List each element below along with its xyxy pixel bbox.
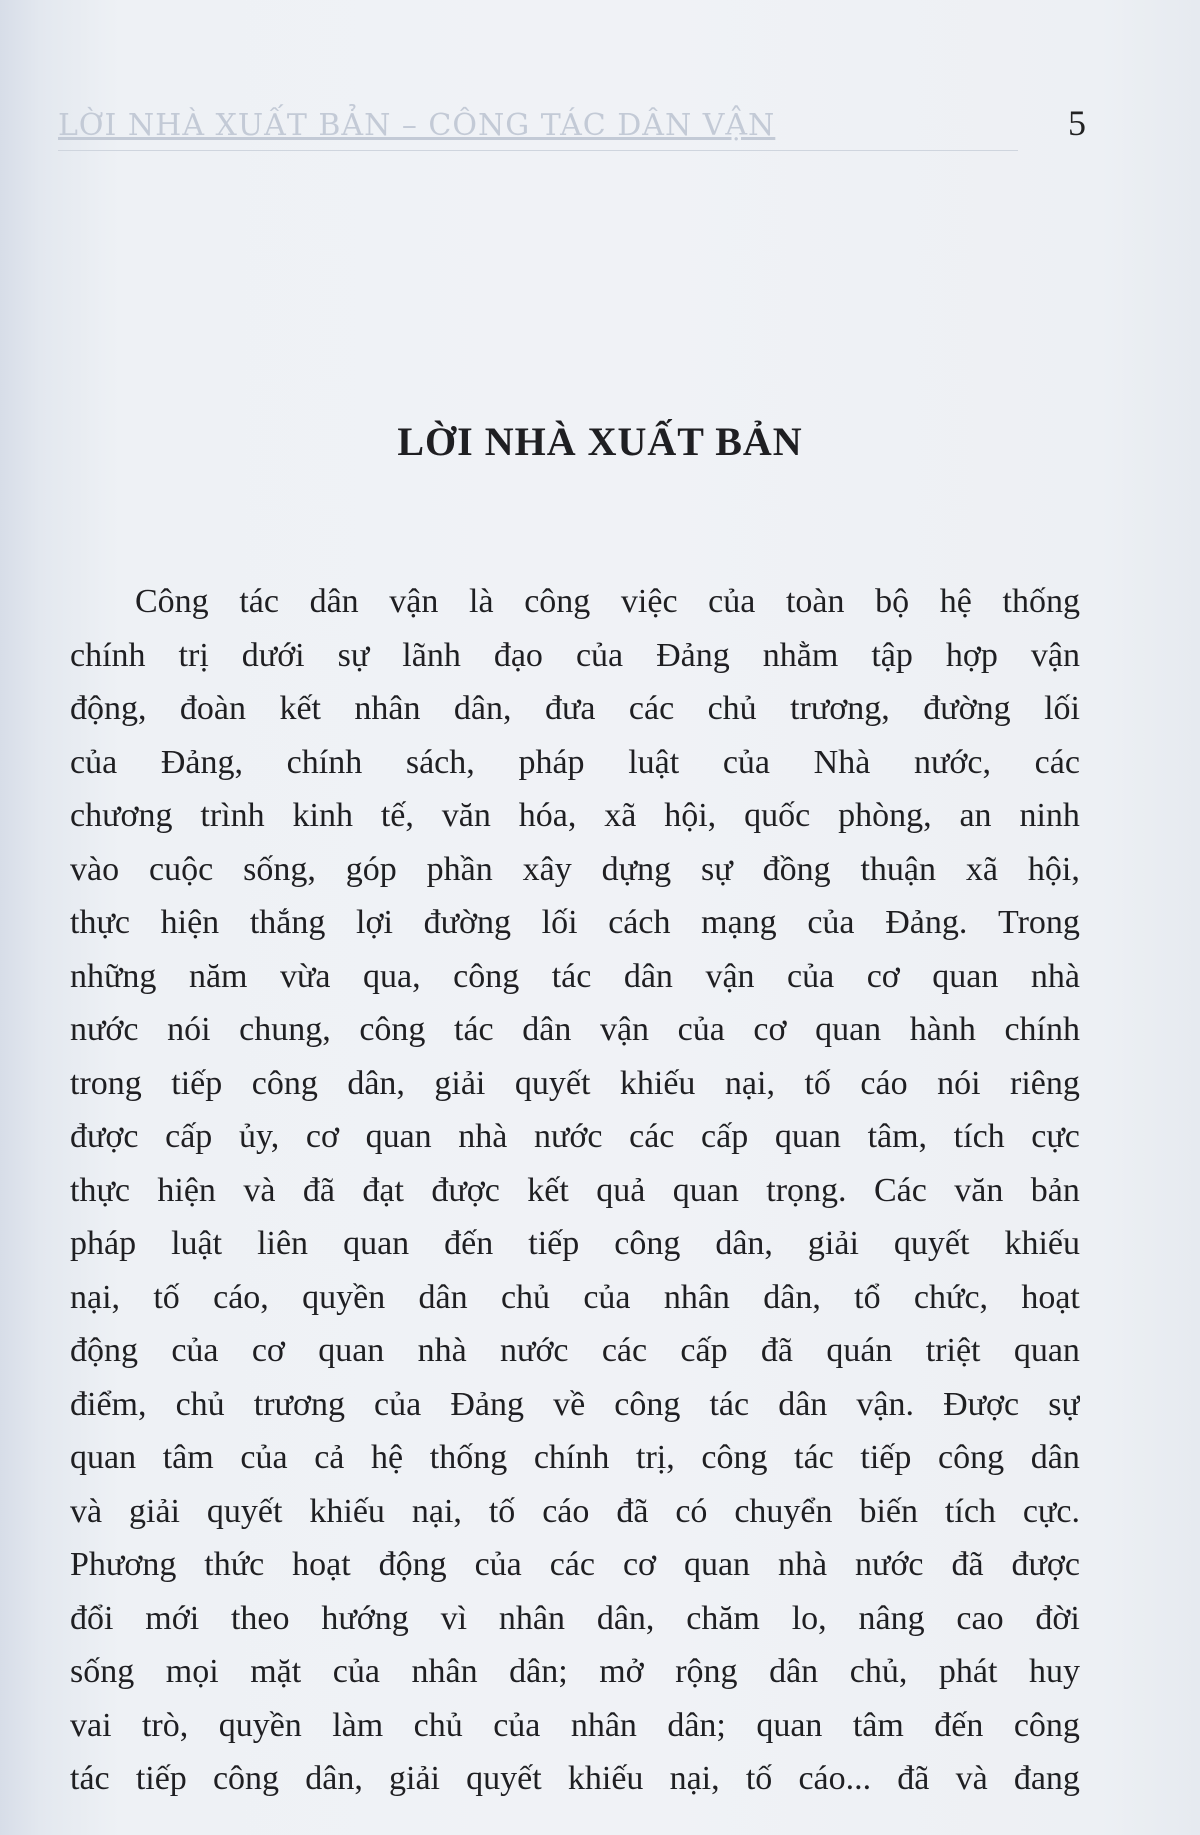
text-line: điểm, chủ trương của Đảng về công tác dân vận. Được sự	[70, 1385, 1080, 1423]
text-line: trong tiếp công dân, giải quyết khiếu nại, tố cáo nói riêng	[70, 1064, 1080, 1102]
text-line: đổi mới theo hướng vì nhân dân, chăm lo, nâng cao đời	[70, 1599, 1080, 1637]
text-line: động, đoàn kết nhân dân, đưa các chủ trương, đường lối	[70, 690, 1080, 727]
page-title: LỜI NHÀ XUẤT BẢN	[397, 419, 803, 464]
page-number: 5	[1068, 103, 1086, 143]
text-line: vào cuộc sống, góp phần xây dựng sự đồng thuận xã hội,	[70, 850, 1080, 888]
text-line: Công tác dân vận là công việc của toàn bộ hệ thống	[135, 583, 1080, 620]
body-paragraph	[70, 575, 1080, 1806]
text-line: pháp luật liên quan đến tiếp công dân, giải quyết khiếu	[70, 1225, 1080, 1262]
text-line: được cấp ủy, cơ quan nhà nước các cấp quan tâm, tích cực	[70, 1118, 1080, 1155]
text-line: nại, tố cáo, quyền dân chủ của nhân dân, tổ chức, hoạt	[70, 1278, 1080, 1316]
text-line: vai trò, quyền làm chủ của nhân dân; quan tâm đến công	[70, 1706, 1080, 1744]
header-divider	[58, 150, 1018, 151]
text-line: và giải quyết khiếu nại, tố cáo đã có chuyển biến tích cực.	[70, 1492, 1080, 1530]
text-line: của Đảng, chính sách, pháp luật của Nhà nước, các	[70, 743, 1080, 781]
text-line: Phương thức hoạt động của các cơ quan nhà nước đã được	[70, 1546, 1080, 1583]
running-header: LỜI NHÀ XUẤT BẢN – CÔNG TÁC DÂN VẬN	[58, 108, 776, 143]
text-line: thực hiện và đã đạt được kết quả quan trọng. Các văn bản	[70, 1171, 1080, 1209]
text-line: quan tâm của cả hệ thống chính trị, công tác tiếp công dân	[70, 1439, 1080, 1476]
text-line: động của cơ quan nhà nước các cấp đã quán triệt quan	[70, 1332, 1080, 1369]
text-line: chương trình kinh tế, văn hóa, xã hội, quốc phòng, an ninh	[70, 797, 1080, 834]
text-line: chính trị dưới sự lãnh đạo của Đảng nhằm tập hợp vận	[70, 636, 1080, 674]
text-line: thực hiện thắng lợi đường lối cách mạng của Đảng. Trong	[70, 904, 1080, 941]
text-line: những năm vừa qua, công tác dân vận của cơ quan nhà	[70, 957, 1080, 995]
text-line: nước nói chung, công tác dân vận của cơ quan hành chính	[70, 1011, 1080, 1048]
text-line: tác tiếp công dân, giải quyết khiếu nại, tố cáo... đã và đang	[70, 1760, 1080, 1797]
text-line: sống mọi mặt của nhân dân; mở rộng dân chủ, phát huy	[70, 1653, 1080, 1690]
